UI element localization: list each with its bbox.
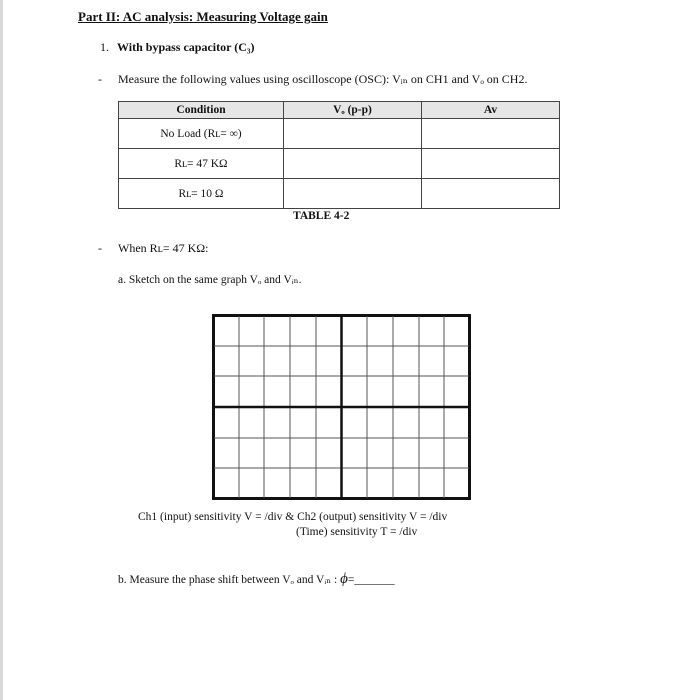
table-header-row — [119, 102, 560, 119]
item-b-instruction — [118, 571, 395, 588]
section-number: 1. — [100, 40, 109, 54]
item-a-instruction: a. Sketch on the same graph Vₒ and Vᵢₙ. — [118, 274, 302, 286]
table-row — [119, 149, 560, 179]
item-b-text: b. Measure the phase shift between Vₒ and Vᵢₙ : — [118, 574, 338, 586]
header-condition: Condition — [119, 102, 284, 119]
when-condition: When Rʟ= 47 KΩ: — [118, 241, 209, 255]
condition-cell: Rʟ= 47 KΩ — [119, 149, 284, 179]
page-title: Part II: AC analysis: Measuring Voltage gain — [78, 9, 328, 24]
av-cell[interactable] — [422, 149, 560, 179]
header-vo: Vₒ (p-p) — [284, 102, 422, 119]
oscilloscope-grid[interactable] — [212, 314, 471, 500]
condition-cell: No Load (Rʟ= ∞) — [119, 119, 284, 149]
bullet-dash: - — [98, 72, 102, 86]
measurement-table — [118, 101, 560, 209]
phi-answer-blank[interactable]: =_______ — [347, 574, 395, 586]
vo-cell[interactable] — [284, 149, 422, 179]
table-row — [119, 179, 560, 209]
table-row — [119, 119, 560, 149]
condition-cell: Rʟ= 10 Ω — [119, 179, 284, 209]
vo-cell[interactable] — [284, 179, 422, 209]
channel-sensitivity-line: Ch1 (input) sensitivity V = /div & Ch2 (output) sensitivity V = /div — [138, 511, 448, 523]
section-heading — [100, 40, 255, 55]
table-caption: TABLE 4-2 — [293, 210, 350, 222]
section-label: With bypass capacitor (C₃) — [117, 40, 255, 54]
vo-cell[interactable] — [284, 119, 422, 149]
phi-symbol: ϕ — [340, 571, 348, 587]
measure-instruction: Measure the following values using oscilloscope (OSC): Vᵢₙ on CH1 and Vₒ on CH2. — [118, 72, 528, 86]
av-cell[interactable] — [422, 119, 560, 149]
header-av: Av — [422, 102, 560, 119]
time-sensitivity-line: (Time) sensitivity T = /div — [296, 526, 418, 538]
bullet-dash: - — [98, 241, 102, 255]
page-edge — [0, 0, 3, 700]
av-cell[interactable] — [422, 179, 560, 209]
